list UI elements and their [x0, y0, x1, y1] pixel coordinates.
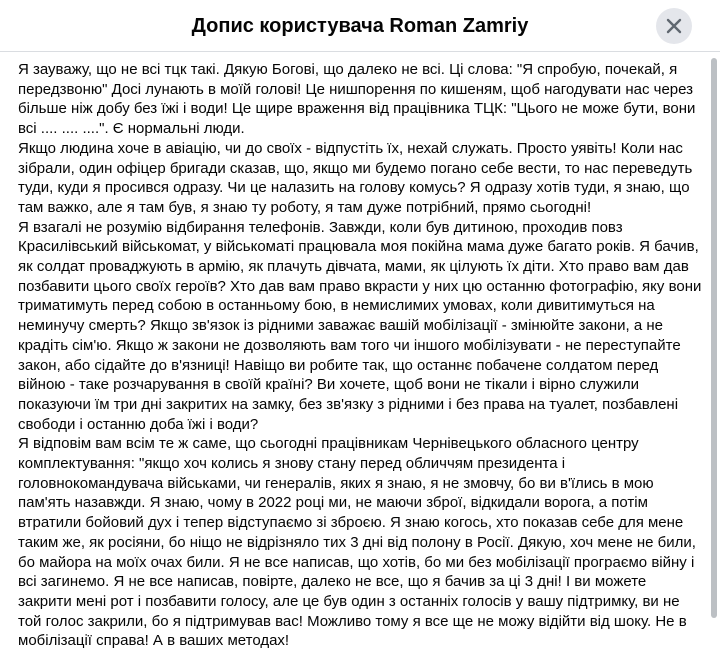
- scrollbar-thumb[interactable]: [711, 58, 717, 618]
- post-paragraph: Я відповім вам всім те ж саме, що сьогодні працівникам Чернівецького обласного центру комплектування: "якщо хоч колись я знову стану перед обличчям президента і головнокомандувача військами, чи генералів, яких я знаю, я не змовчу, бо ви в'їлись в мою пам'ять назавжди. Я знаю, чому в 2022 році ми, не маючи зброї, відкидали ворога, а потім втратили бойовий дух і тепер відступаємо зі зброєю. Я знаю когось, хто показав себе для мене таким же, як росіяни, бо ніщо не відрізняло тих 3 дні від полону в Росії. Дякую, хоч мене не били, бо майора на моїх очах били. Я не все написав, що хотів, бо ми без мобілізації програємо війну і всі загинемо. Я не все написав, повірте, далеко не все, що я бачив за ці 3 дні! І ви можете закрити мені рот і позбавити голосу, але це був один з останніх голосів у вашу підтримку, ви не той голос закрили, бо я підтримував вас! Можливо тому я все ще не можу відійти від шоку. Не в мобілізації справа! А в ваших методах!: [18, 435, 696, 650]
- dialog-header: [0, 0, 720, 52]
- close-button[interactable]: [656, 8, 692, 44]
- post-paragraph: Якщо людина хоче в авіацію, чи до своїх - відпустіть їх, нехай служать. Просто уявіть! Коли нас зібрали, один офіцер бригади сказав, що, якщо ми будемо погано себе вести, то нас переведуть туди, куди я просився одразу. Чи це налазить на голову комусь? Я одразу хотів туди, я знаю, що там важко, але я там був, я знаю ту роботу, я там дуже потрібний, прямо сьогодні!: [18, 139, 693, 216]
- scrollbar[interactable]: [710, 56, 718, 661]
- post-paragraph: Я взагалі не розумію відбирання телефонів. Завжди, коли був дитиною, проходив повз Красилівський військомат, у військоматі працювала моя покійна мама дуже багато років. Я бачив, як солдат проваджують в армію, як плачуть дівчата, мами, як цілують їх діти. Хто право вам дав позбавити цього своїх героїв? Хто дав вам право вкрасти у них цю останню фотографію, яку вони триматимуть перед собою в останньому бою, в немислимих умовах, коли дивитимуться на неминучу смерть? Якщо зв'язок із рідними заважає вашій мобілізації - змінюйте закони, а не крадіть сім'ю. Якщо ж закони не дозволяють вам того чи іншого мобілізувати - не переступайте закон, або сідайте до в'язниці! Навіщо ви робите так, що останнє побачене солдатом перед війною - таке розчарування в своїй країні? Ви хочете, щоб вони не тікали і вірно служили показуючи їм три дні закритих на замку, без зв'язку з рідними і без права на туалет, позбавлені свободи і останню доба їжі і води?: [18, 218, 702, 433]
- dialog-title: Допис користувача Roman Zamriy: [191, 15, 529, 37]
- post-text: [18, 60, 704, 665]
- close-icon: [666, 18, 682, 34]
- post-paragraph: Я зауважу, що не всі тцк такі. Дякую Богові, що далеко не всі. Ці слова: "Я спробую, почекай, я передзвоню" Досі лунають в моїй голові! Це нишпорення по кишеням, щоб нагодувати нас через більше ніж добу без їжі і води! Це щире враження від працівника ТЦК: "Цього не може бути, вони всі .... .... ....". Є нормальні люди.: [18, 61, 696, 138]
